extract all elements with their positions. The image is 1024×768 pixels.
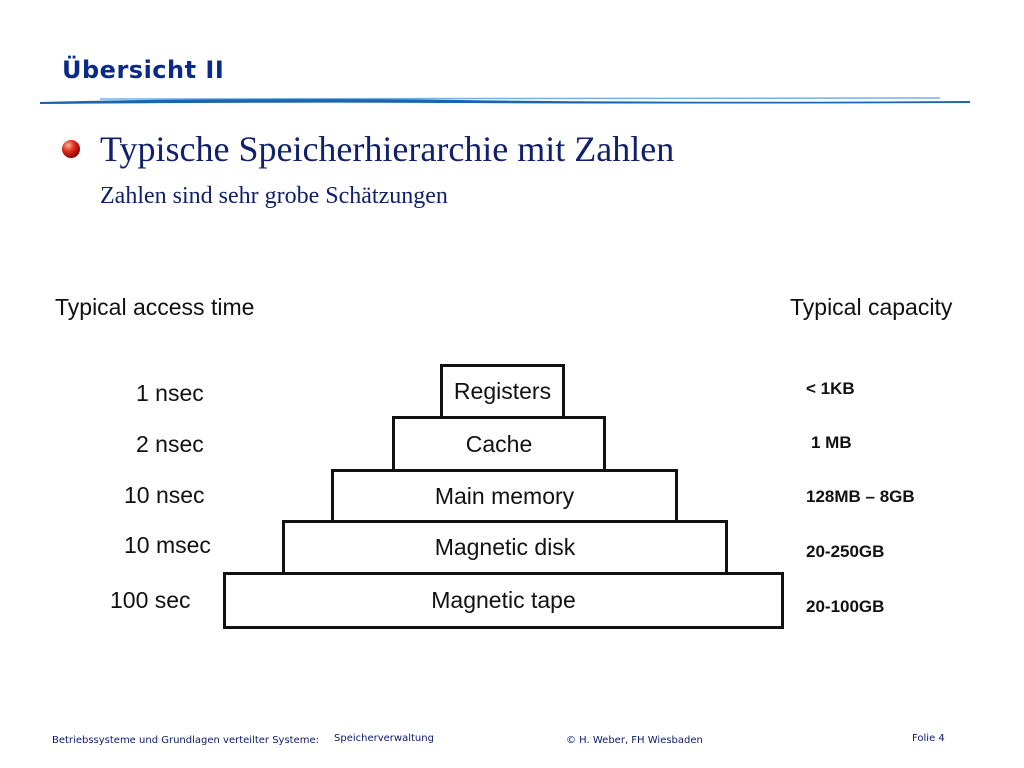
bullet-icon [62, 140, 80, 158]
level-main-memory: Main memory [331, 469, 678, 523]
access-time-main-memory: 10 nsec [124, 482, 205, 508]
capacity-main-memory: 128MB – 8GB [806, 487, 915, 506]
footer-course: Betriebssysteme und Grundlagen verteilter Systeme: [52, 735, 320, 746]
bullet-heading: Typische Speicherhierarchie mit Zahlen [100, 129, 675, 169]
capacity-cache: 1 MB [811, 433, 852, 452]
access-time-magnetic-disk: 10 msec [124, 532, 211, 558]
title-underline [40, 93, 970, 109]
capacity-registers: < 1KB [806, 379, 855, 398]
access-time-magnetic-tape: 100 sec [110, 587, 191, 613]
slide-title: Übersicht II [62, 56, 225, 84]
level-magnetic-disk: Magnetic disk [282, 520, 728, 575]
footer-topic: Speicherverwaltung [334, 733, 434, 744]
level-cache: Cache [392, 416, 606, 472]
capacity-magnetic-tape: 20-100GB [806, 597, 885, 616]
footer-slide-number: Folie 4 [912, 733, 945, 744]
access-time-cache: 2 nsec [136, 431, 204, 457]
access-time-header: Typical access time [55, 294, 255, 320]
capacity-header: Typical capacity [790, 294, 953, 320]
bullet-subtext: Zahlen sind sehr grobe Schätzungen [100, 183, 448, 209]
level-registers: Registers [440, 364, 565, 419]
level-magnetic-tape: Magnetic tape [223, 572, 784, 629]
access-time-registers: 1 nsec [136, 380, 204, 406]
footer-author: © H. Weber, FH Wiesbaden [566, 735, 703, 746]
capacity-magnetic-disk: 20-250GB [806, 542, 885, 561]
